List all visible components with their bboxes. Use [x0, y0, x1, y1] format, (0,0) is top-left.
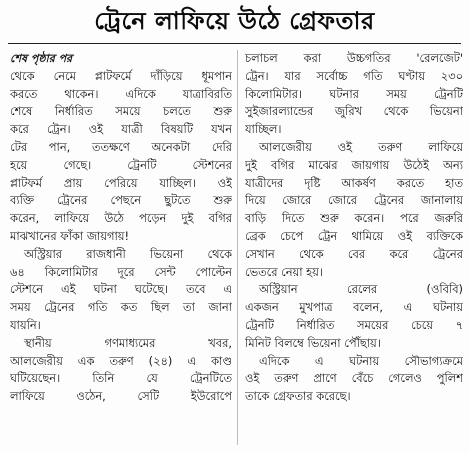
left-column-line: শেষে নির্ধারিত সময়ে চলতে শুরু [10, 104, 232, 119]
article-column-left [10, 50, 232, 406]
right-column-line: মিনিট বিলম্বে ভিয়েনা পৌঁছায়। [245, 335, 381, 350]
right-column-line: ওই তরুণ প্রাণে বেঁচে গেলেও পুলিশ [245, 371, 463, 386]
left-column-line: অস্ট্রিয়ার রাজধানী ভিয়েনা থেকে [24, 246, 232, 261]
left-column-line: প্লাটফর্ম প্রায় পেরিয়ে যাচ্ছিল। ওই [10, 175, 232, 190]
right-column-line: যাত্রীদের দৃষ্টি আকর্ষণ করতে হাত [245, 175, 463, 190]
left-column-line: করে ট্রেন। ওই যাত্রী বিষয়টি যখন [10, 122, 232, 137]
left-column-line: মাঝখানের ফাঁকা জায়গায়! [10, 228, 130, 243]
right-column-line: চলাচল করা উচ্চগতির 'রেলজেট' [245, 51, 463, 65]
right-column-line: দিয়ে জোরে জোরে ট্রেনের জানালায় [245, 193, 463, 208]
right-column-line: বাড়ি দিতে শুরু করেন। পরে জরুরি [245, 211, 463, 226]
left-column-line: যায়নি। [10, 317, 41, 332]
column-divider [237, 50, 238, 445]
left-column-line: থেকে নেমে প্লাটফর্মে দাঁড়িয়ে ধূমপান [10, 68, 232, 83]
article-column-right [245, 50, 463, 406]
left-column-line: করতে থাকেন। এদিকে যাত্রাবিরতি [10, 86, 232, 101]
left-column-line: করেন, লাফিয়ে উঠে পড়েন দুই বগির [10, 211, 232, 226]
right-column-line: ব্রেক চেপে ট্রেন থামিয়ে ওই ব্যক্তিকে [245, 228, 463, 243]
left-column-line: ব্যক্তি ট্রেনের পেছনে ছুটতে শুরু [10, 193, 232, 208]
right-column-line: সেখান থেকে বের করে ট্রেনের [245, 246, 463, 261]
left-column-line: লাফিয়ে ওঠেন, সেটি ইউরোপে [10, 389, 232, 404]
right-column-line: আলজেরীয় ওই তরুণ লাফিয়ে [259, 139, 463, 154]
right-column-line: কিলোমিটার। ঘটনার সময় ট্রেনটি [245, 86, 463, 101]
right-column-line: এদিকে এ ঘটনায় সৌভাগ্যক্রমে [259, 353, 463, 368]
right-column-line: অস্ট্রিয়ান রেলের (ওবিবি) [259, 282, 463, 297]
left-column-line: টের পান, ততক্ষণে অনেকটা দেরি [10, 139, 232, 154]
right-column-line: ভেতরে নেয়া হয়। [245, 264, 323, 279]
left-column-line: আলজেরীয় এক তরুণ (২৪) এ কাণ্ড [10, 353, 232, 368]
continued-from-label: শেষ পৃষ্ঠার পর [10, 52, 73, 65]
left-column-line: স্টেশনে এই ঘটনা ঘটেছে। তবে এ [10, 282, 232, 297]
left-column-line: স্থানীয় গণমাধ্যমের খবর, [24, 335, 232, 350]
right-column-line: ট্রেন। যার সর্বোচ্চ গতি ঘণ্টায় ২৩০ [245, 68, 463, 83]
left-column-line: ৬৪ কিলোমিটার দূরে সেন্ট পোল্টেন [10, 264, 232, 279]
right-column-line: দুই বগির মাঝের জায়গায় উঠেই অন্য [245, 157, 463, 172]
left-column-line: ঘটিয়েছেন। তিনি যে ট্রেনটিতে [10, 371, 232, 386]
headline-rule [8, 43, 461, 44]
article-headline: ট্রেনে লাফিয়ে উঠে গ্রেফতার [94, 7, 375, 35]
right-column-line: তাকে গ্রেফতার করেছে। [245, 389, 351, 404]
right-column-line: ট্রেনটি নির্ধারিত সময়ের চেয়ে ৭ [245, 317, 463, 332]
right-column-line: সুইজারল্যান্ডের জুরিখ থেকে ভিয়েনা [245, 104, 463, 119]
left-column-line: সময় ট্রেনের গতি কত ছিল তা জানা [10, 300, 232, 315]
right-column-line: যাচ্ছিল। [245, 122, 282, 137]
left-column-line: হয়ে গেছে। ট্রেনটি স্টেশনের [10, 157, 232, 172]
right-column-line: একজন মুখপাত্র বলেন, এ ঘটনায় [245, 300, 463, 315]
